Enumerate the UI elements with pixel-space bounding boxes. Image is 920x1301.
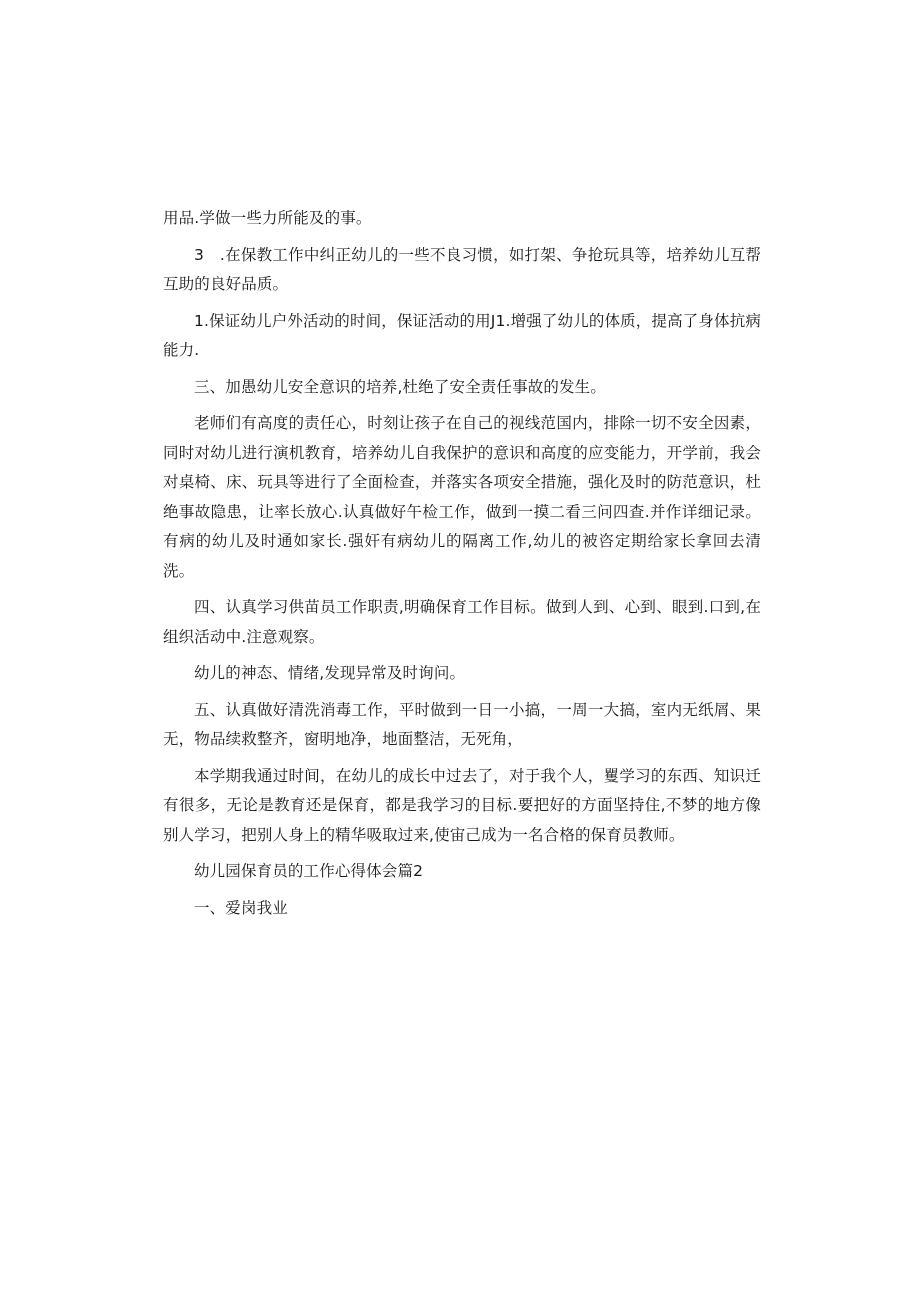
text-line: 对桌椅、床、玩具等进行了全面检查，并落实各项安全措施，强化及时的防范意识，杜 xyxy=(163,473,761,491)
text-line: 能力. xyxy=(163,341,200,359)
text-line: 老师们有高度的责任心，时刻让孩子在自己的视线范国内，排除一切不安全因素， xyxy=(194,414,761,432)
document-body xyxy=(163,204,761,930)
text-line: 本学期我通过时间，在幼儿的成长中过去了，对于我个人，矍学习的东西、知识迁 xyxy=(194,766,761,785)
text-line: 织活动中.注意观察。 xyxy=(178,627,325,646)
text-line: 同时对幼儿进行演机教育，培养幼儿自我保护的意识和高度的应变能力，开学前，我会 xyxy=(163,443,761,462)
paragraph xyxy=(163,241,761,300)
text-line: 三、加愚幼儿安全意识的培养,杜绝了安全责任事故的发生。 xyxy=(194,377,606,396)
text-line: 绝事故隐患，让率长放心.认真做好午检工作，做到一摸二看三问四查.并作详细记录。有 xyxy=(163,502,761,550)
text-line: 助的良好品质。 xyxy=(178,275,289,293)
section-heading xyxy=(163,373,761,403)
section-heading xyxy=(163,696,761,755)
paragraph xyxy=(163,307,761,366)
text-line: 幼儿园保育员的工作心得体会篇2 xyxy=(194,862,424,880)
text-line: 有很多，无论是教育还是保育，都是我学习的目标.要把好的方面坚持住,不梦的地方像 xyxy=(163,796,761,814)
text-line: 病的幼儿及时通如家长.强奸有病幼儿的隔离工作,幼儿的被咨定期给家长拿回去清洗。 xyxy=(163,532,761,580)
article-title xyxy=(163,857,761,887)
text-line: 一、爱岗我业 xyxy=(194,898,288,917)
section-heading xyxy=(163,593,761,652)
text-line: 五、认真做好清洗消毒工作，平时做到一日一小搞，一周一大搞，室内无纸屑、果 xyxy=(194,700,761,719)
text-line: 别人学习，把别人身上的精华吸取过来,使宙己成为一名合格的保育员教师。 xyxy=(163,825,685,844)
paragraph xyxy=(163,762,761,851)
text-line: 3 .在保教工作中纠正幼儿的一些不良习惯，如打架、争抢玩具等，培养幼儿互帮互 xyxy=(163,245,761,293)
text-line: 无，物品续救整齐，窗明地净，地面整洁，无死角， xyxy=(163,730,523,748)
text-line: 四、认真学习供苗员工作职责,明确保育工作目标。做到人到、心到、眼到.口到,在组 xyxy=(163,598,761,646)
section-heading xyxy=(163,894,761,924)
paragraph xyxy=(163,204,761,234)
text-line: 幼儿的神态、情绪,发现异常及时询问。 xyxy=(194,664,466,682)
text-line: 用品.学做一些力所能及的事。 xyxy=(163,209,372,227)
paragraph xyxy=(163,409,761,586)
text-line: 1.保证幼儿户外活动的时间，保证活动的用J1.增强了幼儿的体质，提高了身体抗病 xyxy=(194,311,762,330)
paragraph xyxy=(163,659,761,689)
